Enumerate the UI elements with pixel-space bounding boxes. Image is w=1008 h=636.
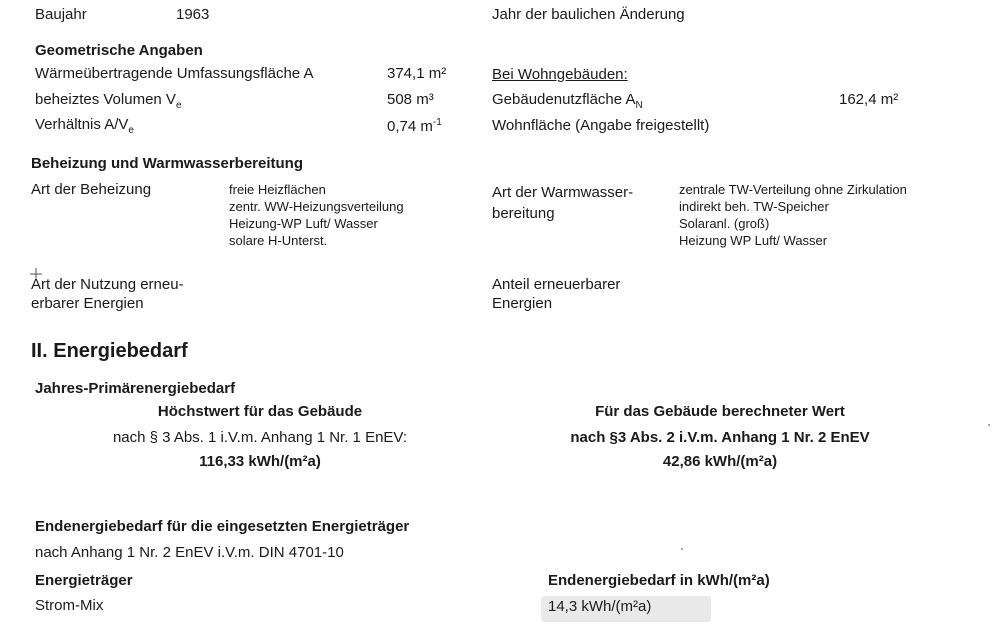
nutzflaeche-value: 162,4 m² (839, 91, 899, 108)
verhaeltnis-value: 0,74 $m^{-1}$ (387, 117, 442, 135)
warmwasser-value: Solaranl. (groß) (679, 216, 770, 231)
hoechst-title: Höchstwert für das Gebäude (157, 403, 363, 420)
warmwasser-label: Art der Warmwasser- bereitung (492, 184, 634, 222)
end-title: Endenergiebedarf für die eingesetzten Energieträger (35, 518, 410, 535)
traeger-header: Energieträger (35, 572, 133, 589)
berechnet-title: Für das Gebäude berechneter Wert (595, 403, 845, 420)
verhaeltnis-label: Verhältnis $A/V_e$ (35, 116, 134, 136)
flaeche-label: Wärmeübertragende Umfassungsfläche A (35, 65, 314, 82)
berechnet-value: 42,86 kWh/(m²a) (662, 453, 778, 470)
bedarf-value: 14,3 kWh/(m²a) (548, 598, 652, 615)
energiebedarf-heading: II. Energiebedarf (31, 340, 188, 362)
wohngebaeude-title: Bei Wohngebäuden: (492, 66, 628, 83)
bedarf-header: Endenergiebedarf in kWh/(m²a) (548, 572, 770, 589)
baujahr-value: 1963 (176, 6, 210, 23)
anteil-erneuerbar-label: Anteil erneuerbarer Energien (492, 276, 621, 312)
warmwasser-value: Heizung WP Luft/ Wasser (679, 233, 828, 248)
hoechst-ref: nach § 3 Abs. 1 i.V.m. Anhang 1 Nr. 1 EnEV: (112, 429, 408, 446)
berechnet-ref: nach §3 Abs. 2 i.V.m. Anhang 1 Nr. 2 EnEV (570, 429, 870, 446)
hoechst-value: 116,33 kWh/(m²a) (199, 453, 321, 470)
volumen-value: 508 m³ (387, 91, 434, 108)
beheizung-title: Beheizung und Warmwasserbereitung (31, 155, 303, 172)
beheizung-art-label: Art der Beheizung (31, 181, 152, 198)
flaeche-value: 374,1 m² (387, 65, 447, 82)
nutzflaeche-label: Gebäudenutzfläche $A_N$ (492, 91, 643, 111)
primaer-title: Jahres-Primärenergiebedarf (35, 380, 236, 397)
baujahr-label: Baujahr (35, 6, 87, 23)
end-ref: nach Anhang 1 Nr. 2 EnEV i.V.m. DIN 4701-10 (35, 544, 344, 561)
scan-speck (681, 548, 683, 550)
beheizung-art-value: solare H-Unterst. (229, 233, 328, 248)
beheizung-art-value: freie Heizflächen (229, 182, 326, 197)
warmwasser-values (679, 181, 907, 249)
aenderung-label: Jahr der baulichen Änderung (492, 6, 685, 23)
nutzung-erneuerbar-label: Art der Nutzung erneu- erbarer Energien (31, 276, 184, 312)
warmwasser-value: zentrale TW-Verteilung ohne Zirkulation (679, 182, 907, 197)
wohnflaeche-label: Wohnfläche (Angabe freigestellt) (492, 117, 710, 134)
volumen-label: beheiztes Volumen $V_e$ (35, 91, 182, 111)
scan-speck (988, 424, 990, 426)
geometrie-title: Geometrische Angaben (35, 42, 203, 59)
traeger-value: Strom-Mix (35, 597, 104, 614)
warmwasser-value: indirekt beh. TW-Speicher (679, 199, 829, 214)
beheizung-art-values (229, 181, 404, 249)
beheizung-art-value: zentr. WW-Heizungsverteilung (229, 199, 404, 214)
beheizung-art-value: Heizung-WP Luft/ Wasser (229, 216, 378, 231)
